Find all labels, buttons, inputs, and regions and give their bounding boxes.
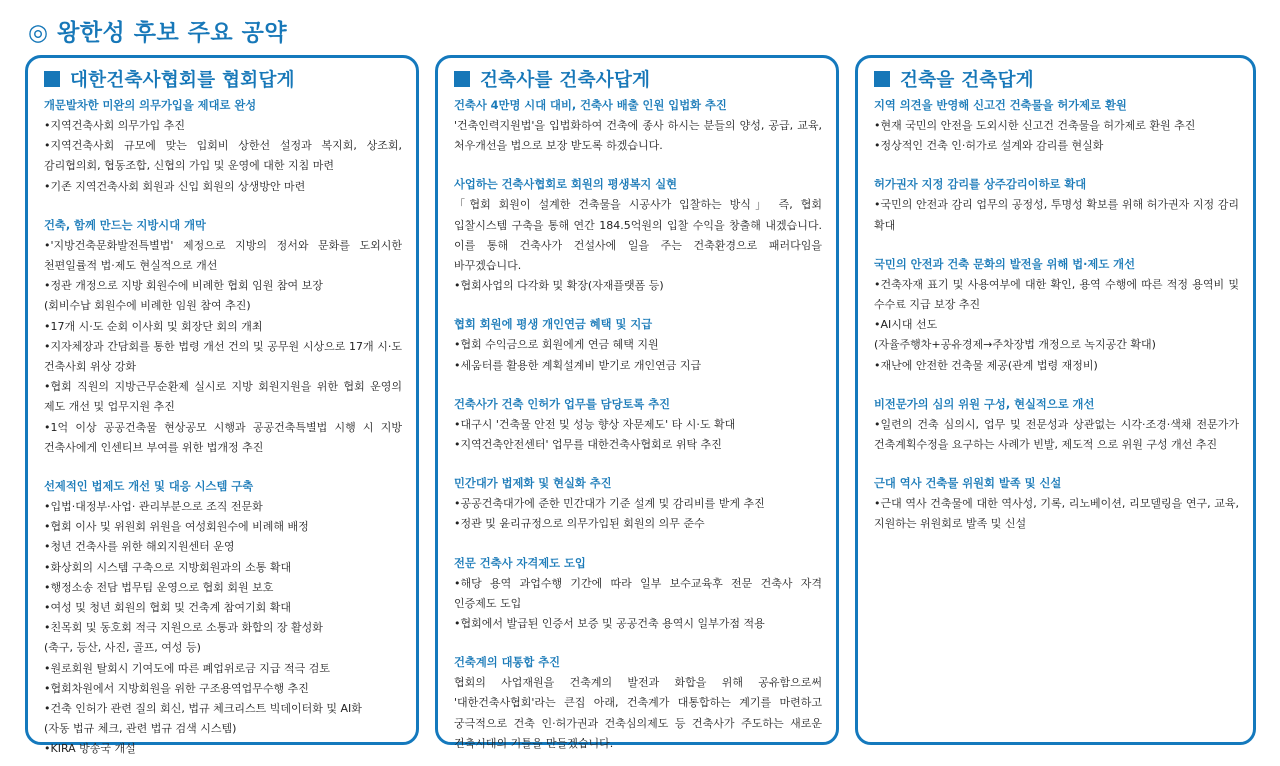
section-heading: 협회 회원에 평생 개인연금 혜택 및 지급 <box>454 318 653 332</box>
pledge-section <box>454 175 822 296</box>
pledge-line: (회비수납 회원수에 비례한 임원 참여 추진) <box>44 299 251 313</box>
square-bullet-icon <box>874 71 890 87</box>
square-bullet-icon <box>454 71 470 87</box>
pledge-line: •일련의 건축 심의시, 업무 및 전문성과 상관없는 시각·조경·색채 전문가가 건축계획수정을 요구하는 사례가 빈발, 제도적 으로 위원 구성 개선 추진 <box>874 417 1239 452</box>
pledge-box-association <box>25 55 419 756</box>
pledge-line: •1억 이상 공공건축물 현상공모 시행과 공공건축특별법 시행 시 지방 건축사에게 인센티브 부여를 위한 법개정 추진 <box>44 420 402 454</box>
pledge-line: •원로회원 탈회시 기여도에 따른 폐업위로금 지급 적극 검토 <box>44 661 330 675</box>
pledge-line: •협회 직원의 지방근무순환제 실시로 지방 회원지원을 위한 협회 운영의 제도 개선 및 업무지원 추진 <box>44 380 402 414</box>
pledge-line: •지역건축사회 의무가입 추진 <box>44 119 185 132</box>
pledge-line: •세움터를 활용한 계획설계비 받기로 개인연금 지급 <box>454 358 702 372</box>
pledge-line: '건축인력지원법'을 입법화하여 건축에 종사 하시는 분들의 양성, 공급, 교육, 처우개선을 법으로 보장 받도록 하겠습니다. <box>454 119 822 153</box>
pledge-line: •협회 이사 및 위원회 위원을 여성회원수에 비례해 배정 <box>44 520 309 534</box>
pledge-line: •협회 수익금으로 회원에게 연금 혜택 지원 <box>454 338 659 352</box>
section-heading: 근대 역사 건축물 위원회 발족 및 신설 <box>874 477 1062 491</box>
section-heading: 민간대가 법제화 및 현실화 추진 <box>454 477 612 491</box>
pledge-line: 「협회 회원이 설계한 건축물을 시공사가 입찰하는 방식」 즉, 협회 입찰시스템 구축을 통해 연간 184.5억원의 입찰 수익을 창출해 내겠습니다. 이를 통해 건축사가 건설사에 일을 주는 건축환경으로 패러다임을 바꾸겠습니다. <box>454 198 822 273</box>
section-heading: 국민의 안전과 건축 문화의 발전을 위해 법·제도 개선 <box>874 257 1135 271</box>
pledge-line: •재난에 안전한 건축물 제공(관계 법령 재정비) <box>874 358 1098 372</box>
pledge-line: •청년 건축사를 위한 해외지원센터 운영 <box>44 540 235 554</box>
pledge-line: •협회사업의 다각화 및 확장(자재플랫폼 등) <box>454 279 664 293</box>
section-heading: 비전문가의 심의 위원 구성, 현실적으로 개선 <box>874 397 1095 411</box>
pledge-line: •행정소송 전담 법무팀 운영으로 협회 회원 보호 <box>44 580 274 594</box>
pledge-section <box>454 554 822 635</box>
box-title <box>44 66 402 92</box>
pledge-line: •17개 시·도 순회 이사회 및 회장단 회의 개최 <box>44 319 263 333</box>
section-heading: 건축사 4만명 시대 대비, 건축사 배출 인원 입법화 추진 <box>454 99 727 112</box>
square-bullet-icon <box>44 71 60 87</box>
pledge-line: (자동 법규 체크, 관련 법규 검색 시스템) <box>44 722 237 736</box>
section-heading: 건축사가 건축 인허가 업무를 담당토록 추진 <box>454 397 671 411</box>
pledge-line: •현재 국민의 안전을 도외시한 신고건 건축물을 허가제로 환원 추진 <box>874 119 1196 132</box>
box-title <box>454 66 822 92</box>
page-title: ◎ 왕한성 후보 주요 공약 <box>28 20 288 46</box>
pledge-line: •건축자재 표기 및 사용여부에 대한 확인, 용역 수행에 따른 적정 용역비 및 수수료 지급 보장 추진 <box>874 277 1239 312</box>
pledge-line: •정관 및 윤리규정으로 의무가입된 회원의 의무 준수 <box>454 517 705 531</box>
pledge-line: •화상회의 시스템 구축으로 지방회원과의 소통 확대 <box>44 560 292 574</box>
pledge-section <box>44 477 402 760</box>
pledge-section <box>874 96 1239 156</box>
pledge-section <box>454 315 822 375</box>
pledge-line: •정관 개정으로 지방 회원수에 비례한 협회 임원 참여 보장 <box>44 279 323 293</box>
section-heading: 전문 건축사 자격제도 도입 <box>454 556 586 570</box>
pledge-line: •대구시 '건축물 안전 및 성능 향상 자문제도' 타 시·도 확대 <box>454 417 736 431</box>
pledge-section <box>454 474 822 534</box>
pledge-line: •정상적인 건축 인·허가로 설계와 감리를 현실화 <box>874 139 1104 153</box>
section-heading: 지역 의견을 반영해 신고건 건축물을 허가제로 환원 <box>874 99 1127 112</box>
pledge-box-architecture <box>855 55 1256 745</box>
pledge-line: •AI시대 선도 <box>874 318 938 332</box>
section-heading: 허가권자 지정 감리를 상주감리이하로 확대 <box>874 178 1087 192</box>
pledge-line: •친목회 및 동호회 적극 지원으로 소통과 화합의 장 활성화 <box>44 621 323 635</box>
section-heading: 개문발차한 미완의 의무가입을 제대로 완성 <box>44 99 257 112</box>
pledge-line: •KIRA 방송국 개설 <box>44 742 136 756</box>
pledge-line: •기존 지역건축사회 회원과 신입 회원의 상생방안 마련 <box>44 179 306 193</box>
pledge-line: 협회의 사업재원을 건축계의 발전과 화합을 위해 공유함으로써 '대한건축사협회'라는 큰집 아래, 건축계가 대통합하는 계기를 마련하고 궁극적으로 건축 인·허가권과 건축심의제도 등 건축사가 주도하는 새로운 건축시대의 기틀을 만들겠습니다. <box>454 676 822 750</box>
pledge-line: •협회에서 발급된 인증서 보증 및 공공건축 용역시 일부가점 적용 <box>454 617 765 631</box>
pledge-section <box>874 474 1239 534</box>
section-heading: 건축, 함께 만드는 지방시대 개막 <box>44 218 206 232</box>
pledge-section <box>454 395 822 455</box>
pledge-section <box>874 255 1239 376</box>
pledge-line: •'지방건축문화발전특별법' 제정으로 지방의 정서와 문화를 도외시한 천편일률적 법·제도 현실적으로 개선 <box>44 238 402 273</box>
pledge-section <box>454 96 822 156</box>
pledge-section <box>44 216 402 458</box>
box-title-text: 건축을 건축답게 <box>900 70 1034 91</box>
pledge-line: •해당 용역 과업수행 기간에 따라 일부 보수교육후 전문 건축사 자격 인증제도 도입 <box>454 576 822 610</box>
pledge-line: (자율주행차+공유경제→주차장법 개정으로 녹지공간 확대) <box>874 338 1156 352</box>
pledge-line: •지역건축사회 규모에 맞는 입회비 상한선 설정과 복지회, 상조회, 감리협의회, 협동조합, 신협의 가입 및 운영에 대한 지침 마련 <box>44 139 402 173</box>
pledge-line: •지자체장과 간담회를 통한 법령 개선 건의 및 공무원 시상으로 17개 시·도 건축사회 위상 강화 <box>44 339 402 374</box>
pledge-line: •근대 역사 건축물에 대한 역사성, 기록, 리노베이션, 리모델링을 연구, 교육, 지원하는 위원회로 발족 및 신설 <box>874 497 1239 531</box>
pledge-line: •협회차원에서 지방회원을 위한 구조용역업무수행 추진 <box>44 681 309 695</box>
pledge-line: •여성 및 청년 회원의 협회 및 건축계 참여기회 확대 <box>44 601 291 615</box>
pledge-line: •국민의 안전과 감리 업무의 공정성, 투명성 확보를 위해 허가권자 지정 감리 확대 <box>874 198 1239 232</box>
box-title-text: 건축사를 건축사답게 <box>480 70 651 91</box>
box-title <box>874 66 1239 92</box>
pledge-line: (축구, 등산, 사진, 골프, 여성 등) <box>44 641 201 655</box>
section-heading: 건축계의 대통합 추진 <box>454 656 561 670</box>
pledge-line: •입법·대정부·사업· 관리부분으로 조직 전문화 <box>44 500 263 514</box>
pledge-section <box>874 175 1239 235</box>
box-title-text: 대한건축사협회를 협회답게 <box>70 70 295 91</box>
pledge-section <box>44 96 402 197</box>
section-heading: 선제적인 법제도 개선 및 대응 시스템 구축 <box>44 480 254 494</box>
pledge-section <box>454 653 822 754</box>
section-heading: 사업하는 건축사협회로 회원의 평생복지 실현 <box>454 178 678 192</box>
pledge-box-architect <box>435 55 839 750</box>
pledge-section <box>874 395 1239 455</box>
pledge-line: •건축 인허가 관련 질의 회신, 법규 체크리스트 빅데이터화 및 AI화 <box>44 702 362 716</box>
pledge-line: •지역건축안전센터' 업무를 대한건축사협회로 위탁 추진 <box>454 438 722 452</box>
pledge-line: •공공건축대가에 준한 민간대가 기준 설계 및 감리비를 받게 추진 <box>454 497 765 511</box>
